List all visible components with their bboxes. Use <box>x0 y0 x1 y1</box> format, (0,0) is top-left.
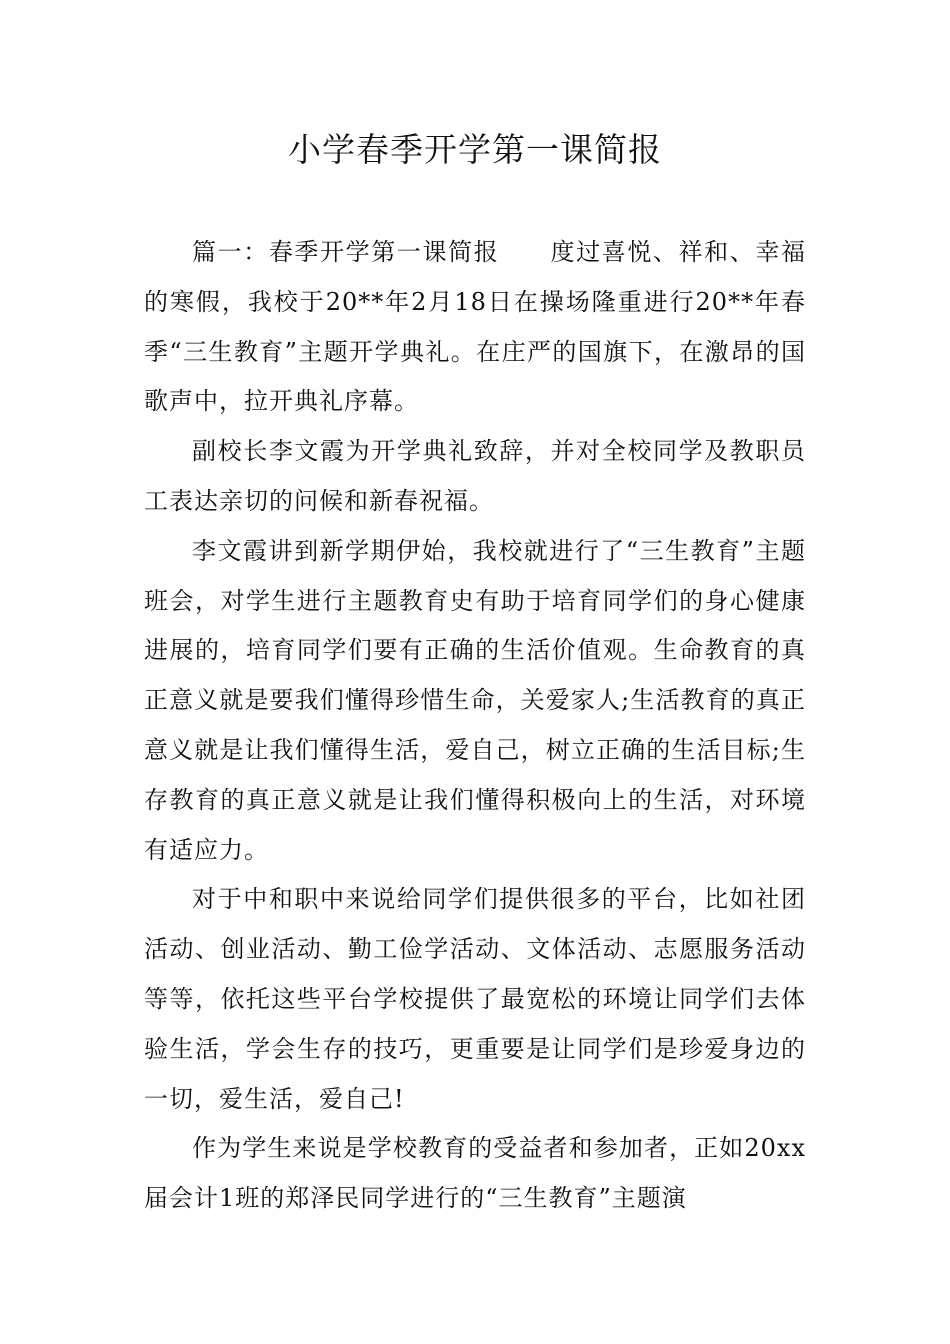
paragraph-3: 李文霞讲到新学期伊始，我校就进行了“三生教育”主题班会，对学生进行主题教育史有助于培育同学们的身心健康进展的，培育同学们要有正确的生活价值观。生命教育的真正意义就是要我们懂得珍惜生命，关爱家人;生活教育的真正意义就是让我们懂得生活，爱自己，树立正确的生活目标;生存教育的真正意义就是让我们懂得积极向上的生活，对环境有适应力。 <box>144 536 806 864</box>
paragraph-4: 对于中和职中来说给同学们提供很多的平台，比如社团活动、创业活动、勤工俭学活动、文体活动、志愿服务活动等等，依托这些平台学校提供了最宽松的环境让同学们去体验生活，学会生存的技巧，更重要是让同学们是珍爱身边的一切，爱生活，爱自己! <box>144 885 806 1113</box>
paragraph-2: 副校长李文霞为开学典礼致辞，并对全校同学及教职员工表达亲切的问候和新春祝福。 <box>144 437 806 515</box>
paragraph-5: 作为学生来说是学校教育的受益者和参加者，正如20xx届会计1班的郑泽民同学进行的“三生教育”主题演 <box>144 1134 806 1213</box>
document-title: 小学春季开学第一课简报 <box>288 130 662 169</box>
document-body <box>144 228 806 1224</box>
paragraph-1: 篇一：春季开学第一课简报 度过喜悦、祥和、幸福的寒假，我校于20**年2月18日在操场隆重进行20**年春季“三生教育”主题开学典礼。在庄严的国旗下，在激昂的国歌声中，拉开典礼序幕。 <box>144 238 806 416</box>
